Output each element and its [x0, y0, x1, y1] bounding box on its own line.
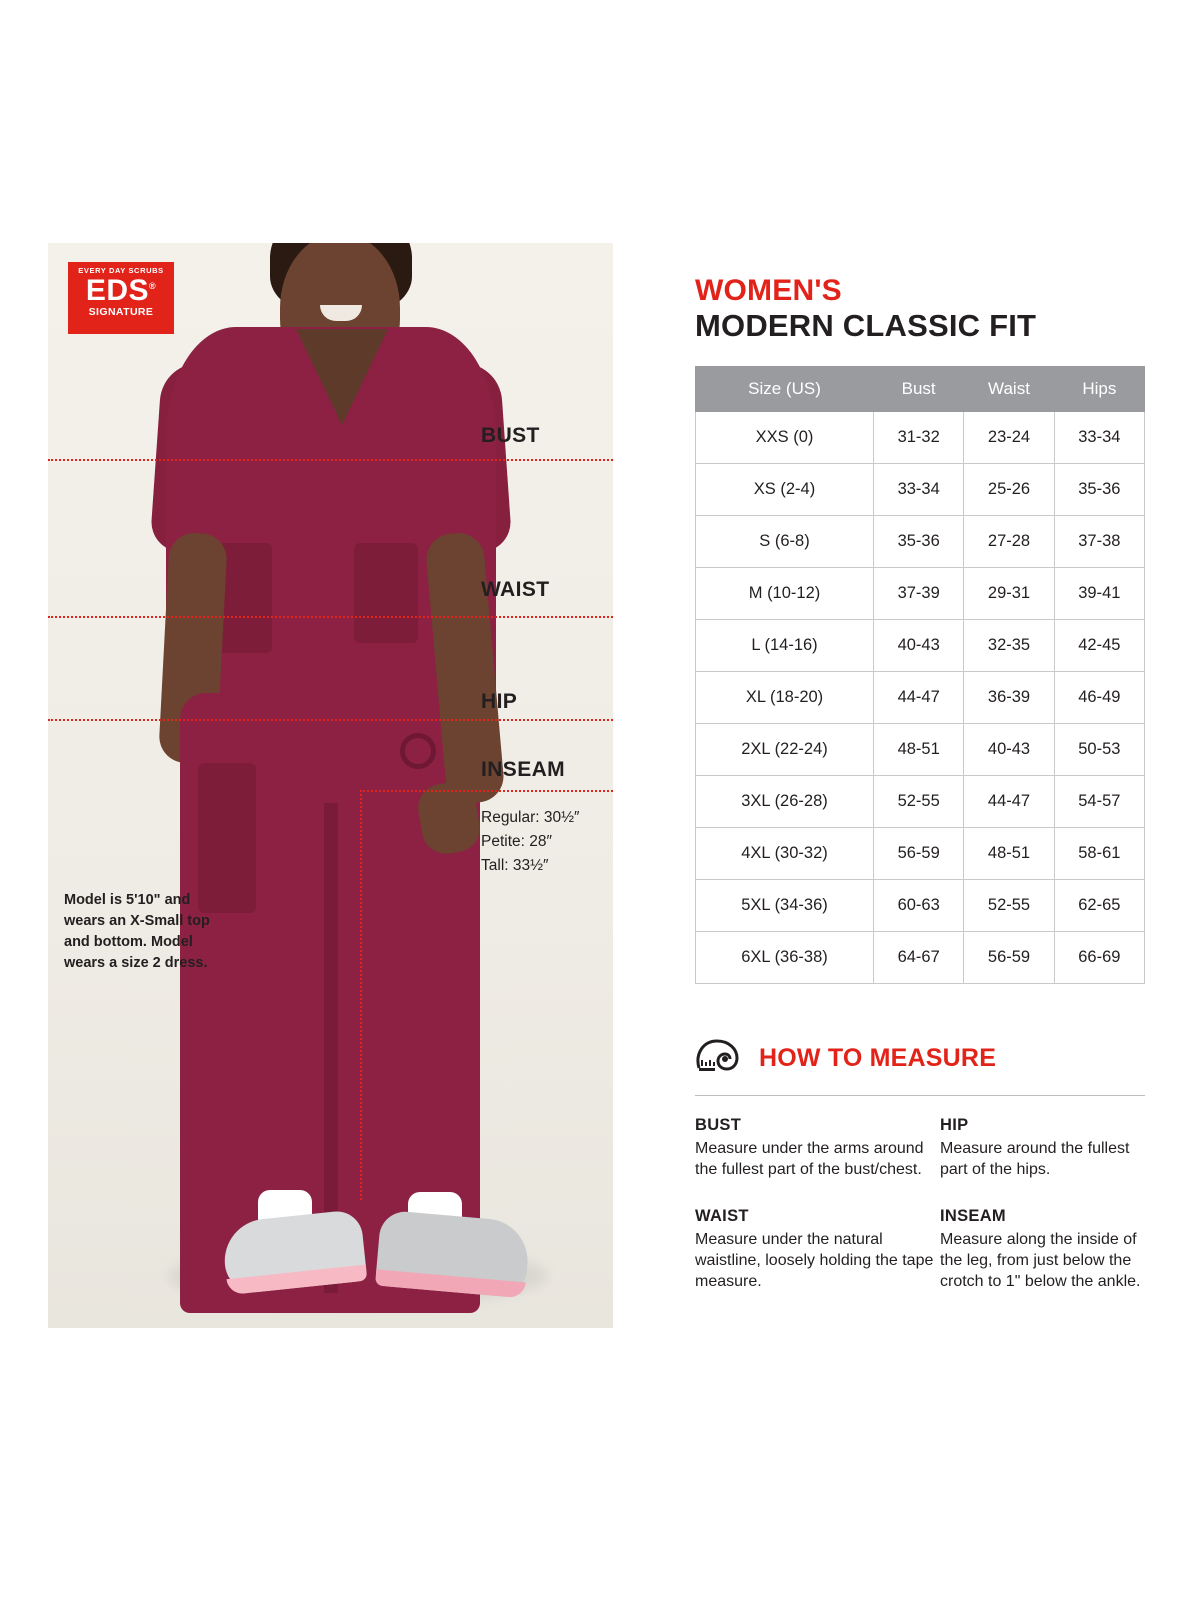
cell-waist: 56-59 — [964, 931, 1054, 983]
column-header-waist: Waist — [964, 366, 1054, 411]
measure-desc-bust: Measure under the arms around the fullest part of the bust/chest. — [695, 1139, 924, 1179]
cell-bust: 31-32 — [874, 411, 964, 463]
cell-bust: 60-63 — [874, 879, 964, 931]
size-chart-table — [695, 366, 1145, 984]
cell-hips: 46-49 — [1054, 671, 1144, 723]
cell-bust: 48-51 — [874, 723, 964, 775]
measure-term-bust: BUST — [695, 1115, 742, 1134]
cell-bust: 56-59 — [874, 827, 964, 879]
logo-tagline: EVERY DAY SCRUBS — [78, 266, 164, 275]
table-row — [696, 671, 1145, 723]
cell-size: L (14-16) — [696, 619, 874, 671]
cell-bust: 64-67 — [874, 931, 964, 983]
measure-term-inseam: INSEAM — [940, 1206, 1006, 1225]
cell-size: M (10-12) — [696, 567, 874, 619]
inseam-guide-line — [360, 790, 613, 792]
size-chart-panel — [695, 275, 1145, 1292]
measure-item-waist — [695, 1207, 940, 1293]
measure-instructions-grid — [695, 1116, 1145, 1292]
cell-bust: 37-39 — [874, 567, 964, 619]
column-header-bust: Bust — [874, 366, 964, 411]
cell-hips: 50-53 — [1054, 723, 1144, 775]
scrub-top-pocket-right — [354, 543, 418, 643]
cell-hips: 37-38 — [1054, 515, 1144, 567]
cell-size: XL (18-20) — [696, 671, 874, 723]
bust-guide-line — [48, 459, 613, 461]
waist-label: WAIST — [481, 578, 550, 601]
table-row — [696, 515, 1145, 567]
measure-item-hip — [940, 1116, 1145, 1181]
column-header-hips: Hips — [1054, 366, 1144, 411]
cell-waist: 29-31 — [964, 567, 1054, 619]
how-to-measure-title: HOW TO MEASURE — [759, 1043, 997, 1072]
model-size-note: Model is 5'10" and wears an X-Small top and bottom. Model wears a size 2 dress. — [64, 892, 210, 972]
table-row — [696, 567, 1145, 619]
measure-term-waist: WAIST — [695, 1206, 749, 1225]
cell-bust: 52-55 — [874, 775, 964, 827]
cell-size: S (6-8) — [696, 515, 874, 567]
table-row — [696, 463, 1145, 515]
measure-desc-inseam: Measure along the inside of the leg, from just below the crotch to 1" below the ankle. — [940, 1230, 1141, 1291]
page-title-fit: MODERN CLASSIC FIT — [695, 307, 1037, 343]
hip-guide-line — [48, 719, 613, 721]
page-title-women: WOMEN'S — [695, 274, 842, 307]
cell-hips: 33-34 — [1054, 411, 1144, 463]
cell-size: 4XL (30-32) — [696, 827, 874, 879]
cell-hips: 62-65 — [1054, 879, 1144, 931]
cell-waist: 23-24 — [964, 411, 1054, 463]
tape-measure-icon — [695, 1038, 747, 1079]
waist-guide-line — [48, 616, 613, 618]
cell-bust: 35-36 — [874, 515, 964, 567]
eds-signature-logo — [68, 262, 174, 334]
measure-item-bust — [695, 1116, 940, 1181]
cell-hips: 39-41 — [1054, 567, 1144, 619]
table-row — [696, 879, 1145, 931]
logo-registered-mark: ® — [149, 281, 157, 292]
table-row — [696, 411, 1145, 463]
table-header-row — [696, 366, 1145, 411]
cell-waist: 25-26 — [964, 463, 1054, 515]
cell-hips: 58-61 — [1054, 827, 1144, 879]
inseam-tall: Tall: 33½″ — [481, 857, 549, 875]
table-row — [696, 827, 1145, 879]
how-to-measure-divider — [695, 1095, 1145, 1096]
inseam-vertical-guide-line — [360, 790, 362, 1200]
inseam-measurements — [481, 806, 580, 878]
scrub-pants-d-ring — [400, 733, 436, 769]
cell-waist: 36-39 — [964, 671, 1054, 723]
cell-waist: 44-47 — [964, 775, 1054, 827]
table-row — [696, 619, 1145, 671]
cell-size: XS (2-4) — [696, 463, 874, 515]
cell-size: 6XL (36-38) — [696, 931, 874, 983]
hip-label: HIP — [481, 690, 518, 713]
cell-hips: 35-36 — [1054, 463, 1144, 515]
model-shoe-right — [375, 1210, 531, 1299]
how-to-measure-header — [695, 1038, 1145, 1079]
logo-wordmark — [68, 276, 174, 306]
model-illustration — [48, 243, 613, 1328]
cell-waist: 48-51 — [964, 827, 1054, 879]
cell-size: XXS (0) — [696, 411, 874, 463]
cell-hips: 66-69 — [1054, 931, 1144, 983]
cell-bust: 44-47 — [874, 671, 964, 723]
cell-size: 2XL (22-24) — [696, 723, 874, 775]
cell-size: 3XL (26-28) — [696, 775, 874, 827]
measure-desc-waist: Measure under the natural waistline, loosely holding the tape measure. — [695, 1230, 934, 1291]
cell-waist: 52-55 — [964, 879, 1054, 931]
measure-item-inseam — [940, 1207, 1145, 1293]
table-row — [696, 775, 1145, 827]
cell-bust: 33-34 — [874, 463, 964, 515]
bust-label: BUST — [481, 424, 540, 447]
inseam-label: INSEAM — [481, 758, 566, 781]
table-row — [696, 723, 1145, 775]
logo-wordmark-text: EDS — [85, 274, 150, 308]
cell-hips: 54-57 — [1054, 775, 1144, 827]
column-header-size: Size (US) — [696, 366, 874, 411]
cell-waist: 27-28 — [964, 515, 1054, 567]
inseam-regular: Regular: 30½″ — [481, 809, 580, 826]
cell-waist: 40-43 — [964, 723, 1054, 775]
logo-subtitle: SIGNATURE — [88, 306, 154, 319]
cell-size: 5XL (34-36) — [696, 879, 874, 931]
cell-bust: 40-43 — [874, 619, 964, 671]
model-photo-panel — [48, 243, 613, 1328]
measure-term-hip: HIP — [940, 1115, 969, 1134]
cell-waist: 32-35 — [964, 619, 1054, 671]
table-row — [696, 931, 1145, 983]
measure-desc-hip: Measure around the fullest part of the hips. — [940, 1139, 1130, 1179]
inseam-petite: Petite: 28″ — [481, 833, 552, 851]
cell-hips: 42-45 — [1054, 619, 1144, 671]
